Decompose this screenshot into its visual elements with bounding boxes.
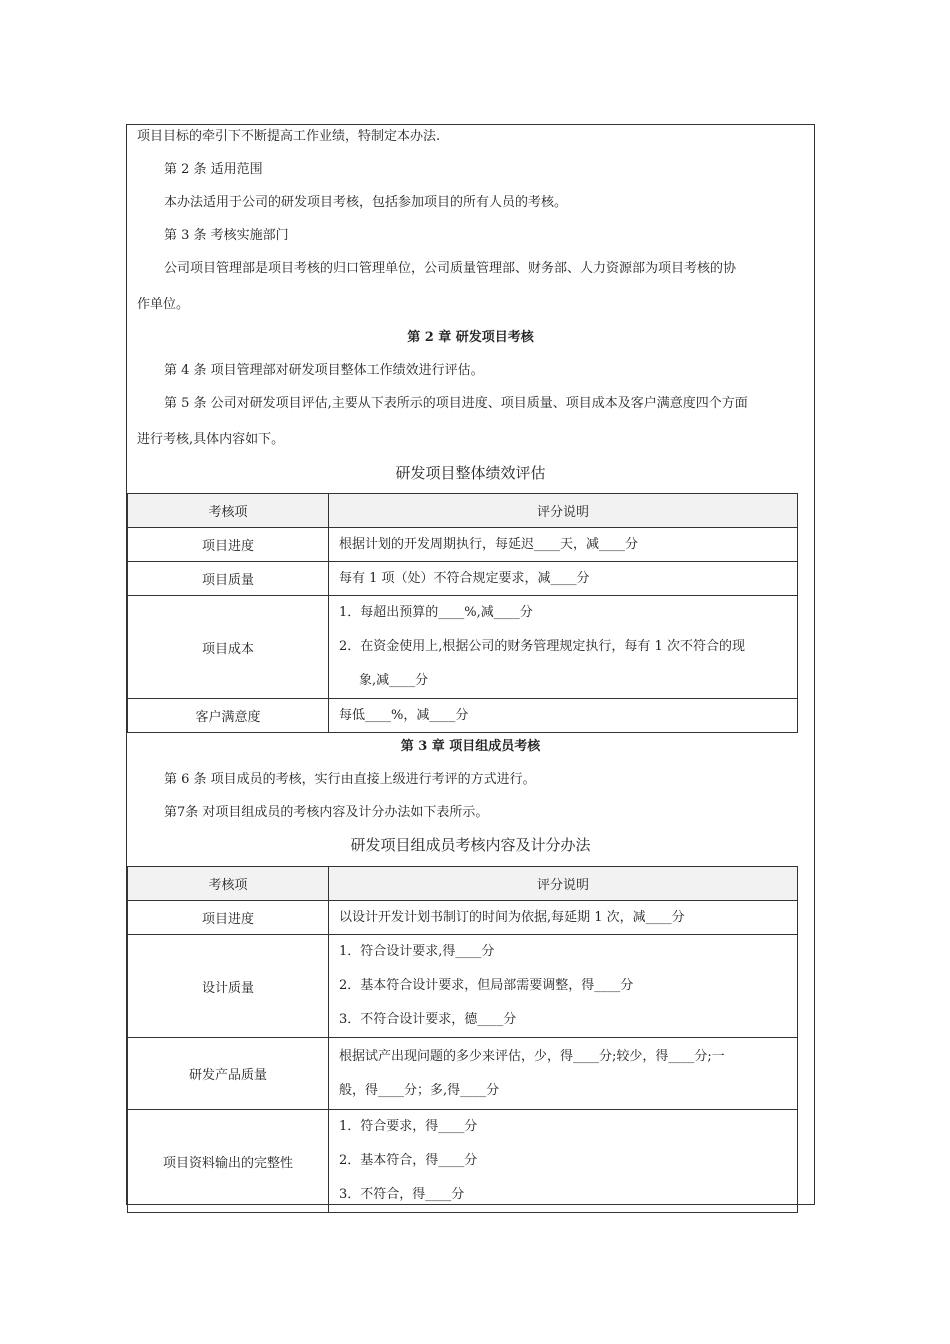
table-row [128,562,798,596]
row-desc-cell [329,528,798,562]
desc-line: 2．基本符合设计要求，但局部需要调整，得____分 [339,978,634,993]
header-item-cell: 考核项 [128,867,329,901]
desc-line: 2．基本符合，得____分 [339,1153,478,1168]
row-item-cell: 项目质量 [128,562,329,596]
article-3-title: 第 3 条 考核实施部门 [164,228,289,243]
table-row [128,1038,798,1110]
row-item-cell: 设计质量 [128,935,329,1038]
article-2-title: 第 2 条 适用范围 [164,162,263,177]
desc-line: 象,减____分 [359,673,429,688]
chapter-3-heading: 第 3 章 项目组成员考核 [400,739,541,754]
performance-evaluation-table [127,493,798,733]
row-item-cell: 研发产品质量 [128,1038,329,1110]
row-desc-cell [329,1110,798,1213]
desc-line: 根据计划的开发周期执行，每延迟____天，减____分 [339,536,639,552]
article-2-text: 本办法适用于公司的研发项目考核，包括参加项目的所有人员的考核。 [164,195,568,210]
table1-caption: 研发项目整体绩效评估 [395,464,546,482]
desc-line: 以设计开发计划书制订的时间为依据,每延期 1 次，减____分 [339,909,685,925]
article-4-text: 第 4 条 项目管理部对研发项目整体工作绩效进行评估。 [164,363,484,378]
desc-line: 每有 1 项（处）不符合规定要求，减____分 [339,570,590,586]
desc-line: 3．不符合设计要求，德____分 [339,1012,517,1027]
row-item-cell: 客户满意度 [128,699,329,733]
article-3-text-line2: 作单位。 [137,297,190,312]
row-desc-cell [329,562,798,596]
member-assessment-table [127,866,798,1213]
desc-line: 般，得____分；多,得____分 [339,1082,500,1098]
row-desc-cell [329,1038,798,1110]
article-5-text-line2: 进行考核,具体内容如下。 [137,432,285,447]
table-row [128,596,798,699]
desc-line: 3．不符合，得____分 [339,1187,465,1202]
desc-line: 1．每超出预算的____%,减____分 [339,605,533,620]
table-row [128,935,798,1038]
row-desc-cell [329,596,798,699]
desc-line: 每低____%，减____分 [339,707,469,723]
table-row [128,699,798,733]
row-item-cell: 项目进度 [128,901,329,935]
row-desc-cell [329,935,798,1038]
chapter-2-heading: 第 2 章 研发项目考核 [407,330,534,345]
desc-line: 1．符合要求，得____分 [339,1119,478,1134]
header-desc-cell: 评分说明 [329,867,798,901]
row-item-cell: 项目资料输出的完整性 [128,1110,329,1213]
row-item-cell: 项目进度 [128,528,329,562]
header-desc-cell: 评分说明 [329,494,798,528]
desc-line: 根据试产出现问题的多少来评估，少，得____分;较少，得____分;一 [339,1048,725,1064]
row-desc-cell [329,699,798,733]
row-desc-cell [329,901,798,935]
table-row [128,901,798,935]
table-row [128,528,798,562]
intro-continuation: 项目目标的牵引下不断提高工作业绩，特制定本办法. [137,129,441,144]
row-item-cell: 项目成本 [128,596,329,699]
table-header-row [128,867,798,901]
header-item-cell: 考核项 [128,494,329,528]
article-7-text: 第7条 对项目组成员的考核内容及计分办法如下表所示。 [164,805,489,820]
table-header-row [128,494,798,528]
table-row [128,1110,798,1213]
desc-line: 2．在资金使用上,根据公司的财务管理规定执行，每有 1 次不符合的现 [339,639,745,654]
desc-line: 1．符合设计要求,得____分 [339,944,495,959]
article-3-text-line1: 公司项目管理部是项目考核的归口管理单位，公司质量管理部、财务部、人力资源部为项目考核的协 [164,261,737,276]
table2-caption: 研发项目组成员考核内容及计分办法 [350,836,591,854]
article-6-text: 第 6 条 项目成员的考核，实行由直接上级进行考评的方式进行。 [164,772,536,787]
article-5-text-line1: 第 5 条 公司对研发项目评估,主要从下表所示的项目进度、项目质量、项目成本及客户满意度四个方面 [164,396,748,411]
